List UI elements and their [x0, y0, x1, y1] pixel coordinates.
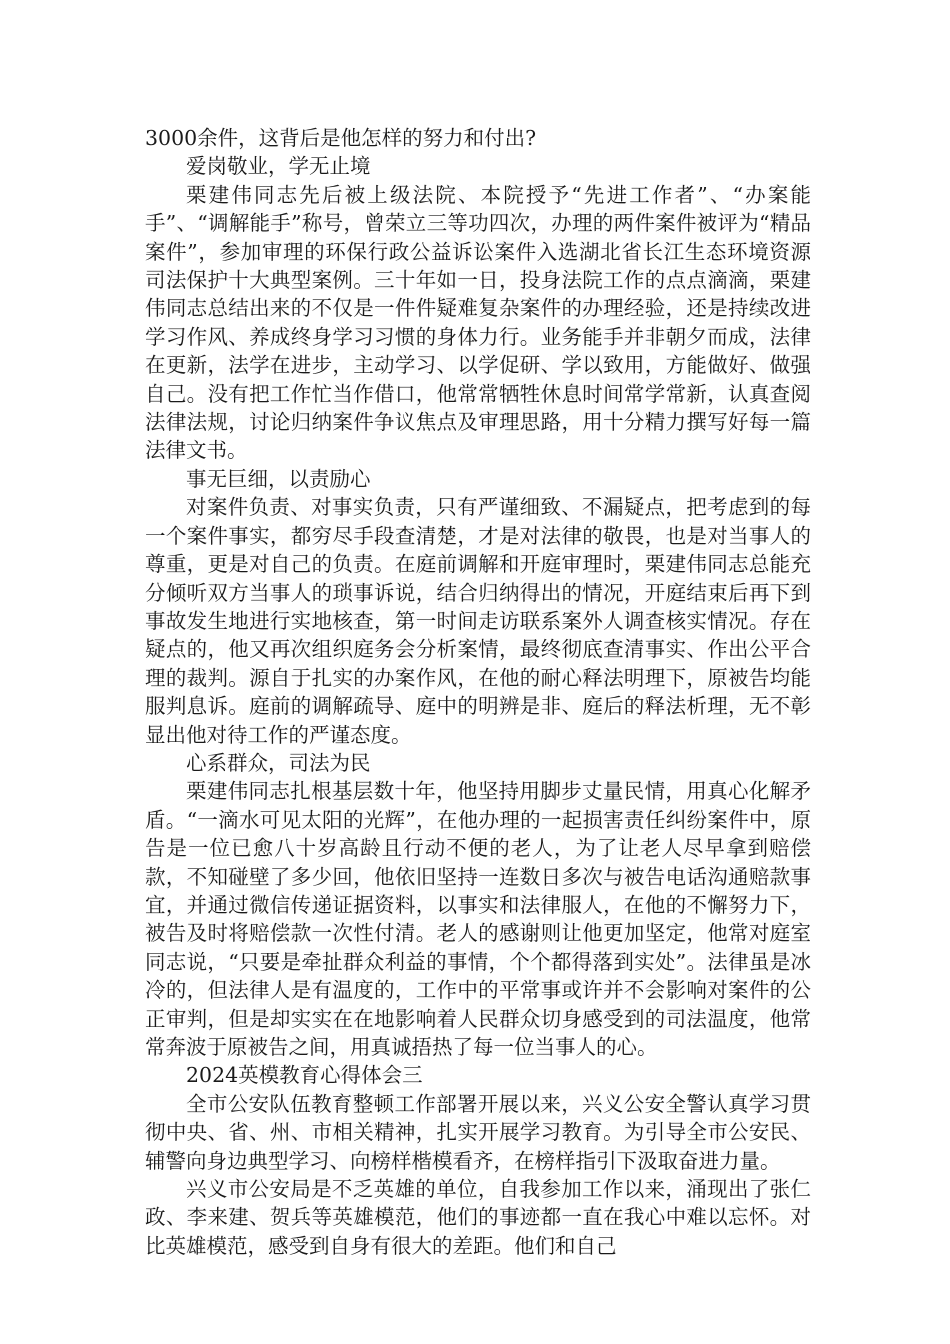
section-heading-people: 心系群众，司法为民 [186, 750, 371, 775]
section-heading-dedication: 爱岗敬业，学无止境 [186, 154, 371, 179]
document-body [145, 124, 811, 1260]
paragraph-responsibility: 对案件负责、对事实负责，只有严谨细致、不漏疑点，把考虑到的每一个案件事实，都穷尽手段查清楚，才是对法律的敬畏，也是对当事人的尊重，更是对自己的负责。在庭前调解和开庭审理时，栗建伟同志总能充分倾听双方当事人的琐事诉说，结合归纳得出的情况，开庭结束后再下到事故发生地进行实地核查，第一时间走访联系案外人调查核实情况。存在疑点的，他又再次组织庭务会分析案情，最终彻底查清事实、作出公平合理的裁判。源自于扎实的办案作风，在他的耐心释法明理下，原被告均能服判息诉。庭前的调解疏导、庭中的明辨是非、庭后的释法析理，无不彰显出他对待工作的严谨态度。 [145, 495, 811, 747]
paragraph-dedication: 栗建伟同志先后被上级法院、本院授予“先进工作者”、“办案能手”、“调解能手”称号，曾荣立三等功四次，办理的两件案件被评为“精品案件”，参加审理的环保行政公益诉讼案件入选湖北省长江生态环境资源司法保护十大典型案例。三十年如一日，投身法院工作的点点滴滴，栗建伟同志总结出来的不仅是一件件疑难复杂案件的办理经验，还是持续改进学习作风、养成终身学习习惯的身体力行。业务能手并非朝夕而成，法律在更新，法学在进步，主动学习、以学促研、学以致用，方能做好、做强自己。没有把工作忙当作借口，他常常牺牲休息时间常学常新，认真查阅法律法规，讨论归纳案件争议焦点及审理思路，用十分精力撰写好每一篇法律文书。 [145, 182, 811, 463]
section-heading-responsibility: 事无巨细，以责励心 [186, 466, 371, 491]
paragraph-heroes: 兴义市公安局是不乏英雄的单位，自我参加工作以来，涌现出了张仁政、李来建、贺兵等英雄模范，他们的事迹都一直在我心中难以忘怀。对比英雄模范，感受到自身有很大的差距。他们和自己 [145, 1177, 811, 1258]
article-title-three: 2024英模教育心得体会三 [186, 1063, 423, 1088]
paragraph-police-education: 全市公安队伍教育整顿工作部署开展以来，兴义公安全警认真学习贯彻中央、省、州、市相关精神，扎实开展学习教育。为引导全市公安民、辅警向身边典型学习、向榜样楷模看齐，在榜样指引下汲取奋进力量。 [145, 1091, 811, 1173]
paragraph-continuation: 3000余件，这背后是他怎样的努力和付出? [145, 126, 537, 150]
paragraph-people: 栗建伟同志扎根基层数十年，他坚持用脚步丈量民情，用真心化解矛盾。“一滴水可见太阳的光辉”，在他办理的一起损害责任纠纷案件中，原告是一位已愈八十岁高龄且行动不便的老人，为了让老人尽早拿到赔偿款，不知碰壁了多少回，他依旧坚持一连数日多次与被告电话沟通赔款事宜，并通过微信传递证据资料，以事实和法律服人，在他的不懈努力下，被告及时将赔偿款一次性付清。老人的感谢则让他更加坚定，他常对庭室同志说，“只要是牵扯群众利益的事情，个个都得落到实处”。法律虽是冰冷的，但法律人是有温度的，工作中的平常事或许并不会影响对案件的公正审判，但是却实实在在地影响着人民群众切身感受到的司法温度，他常常奔波于原被告之间，用真诚捂热了每一位当事人的心。 [145, 779, 811, 1059]
